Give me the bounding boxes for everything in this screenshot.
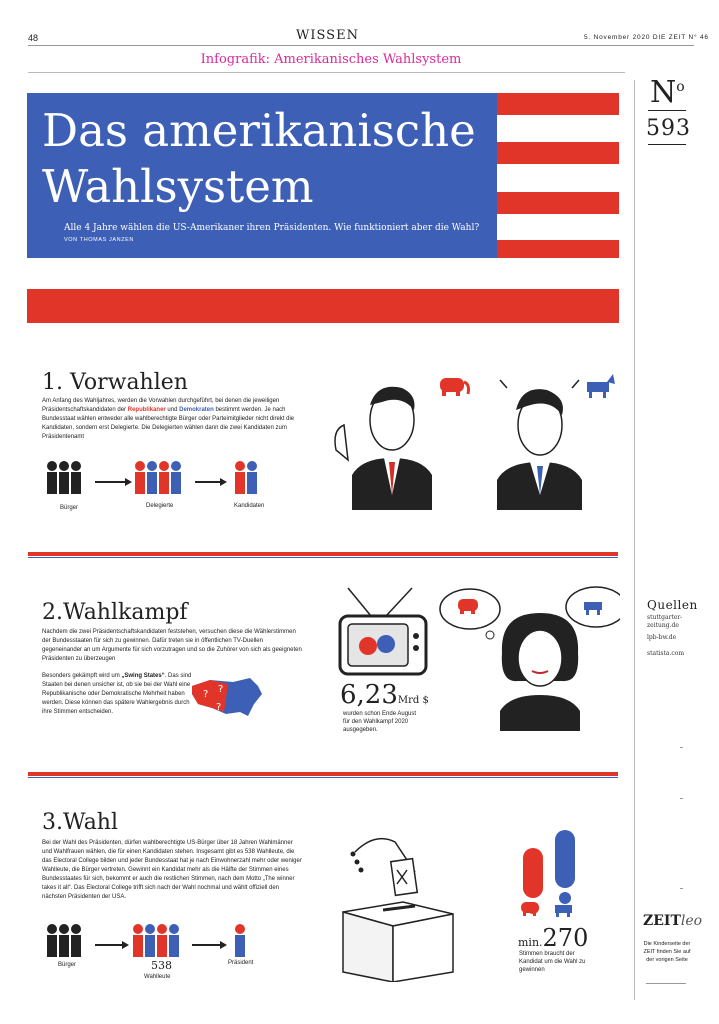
section-label: WISSEN — [296, 28, 359, 43]
section-3-title: 3.Wahl — [42, 810, 119, 835]
svg-text:?: ? — [218, 684, 224, 695]
issue-rule-bottom — [648, 144, 686, 145]
section-2-title: 2.Wahlkampf — [42, 600, 188, 625]
issue-number: 593 — [646, 116, 691, 141]
electors-count: 538 — [151, 959, 172, 972]
section-2-text: Nachdem die zwei Präsidentschaftskandidaten feststehen, versuchen diese die Wählerstimmen der Bundesstaaten für sich zu gewinnen. Dafür treten sie in öffentlichen TV-Duellen gegeneinander an um Argumente für sich vorzutragen und so die Zuhörer von sich als geeigneten Präsidenten zu überzeugen — [42, 629, 302, 662]
svg-text:?: ? — [216, 702, 222, 713]
vote-bars-illustration — [515, 828, 605, 923]
svg-text:?: ? — [203, 689, 209, 700]
sources-title: Quellen — [647, 598, 698, 612]
arrow-right-icon — [192, 941, 227, 949]
electoral-flow-diagram — [40, 923, 280, 963]
citizens-icon — [47, 461, 81, 494]
section-3-text: Bei der Wahl des Präsidenten, dürfen wahlberechtigte US-Bürger über 18 Jahren Wahlmänner und Wahlfrauen wählen, die für einen Kandidaten stehen. Insgesamt gibt es 538 Wahlleute, die das Electoral College bilden und jeder Bundesstaat hat je nach Einwohnerzahl mehr oder weniger Wahlleute, die Bürger vertreten. Gewinnt ein Kandidat mehr als die Hälfte der Stimmen eines Bundesstaates für sich, bekommt er auch die restlichen Stimmen, nach dem Motto „The winner takes it all“. Das Electoral College trifft sich nach der Wahl nochmal und wählt offiziell den nächsten Präsidenten der USA. — [42, 840, 302, 900]
subhead: Infografik: Amerikanisches Wahlsystem — [200, 52, 462, 67]
arrow-right-icon — [95, 941, 129, 949]
section-1-title: 1. Vorwahlen — [42, 370, 188, 395]
label-delegates: Delegierte — [146, 503, 174, 509]
flag-stripe — [497, 142, 619, 164]
electors-icon — [133, 924, 179, 957]
flag-stripe-wide — [27, 289, 619, 323]
republican-elephant-icon — [521, 902, 539, 916]
citizens-icon — [47, 924, 81, 957]
issue-number-label: $N^o$ — [650, 75, 685, 110]
label-president: Präsident — [228, 960, 254, 966]
spending-caption: wurden schon Ende August für den Wahlkampf 2020 ausgegeben. — [343, 711, 417, 733]
tv-debate-illustration — [336, 586, 431, 681]
label-candidates: Kandidaten — [234, 503, 265, 509]
source-link[interactable]: statista.com — [647, 650, 685, 657]
arrow-right-icon — [95, 478, 132, 486]
sidebar-tick — [680, 747, 683, 748]
president-icon — [235, 924, 245, 957]
flag-stripe — [497, 240, 619, 258]
source-link[interactable]: lpb-bw.de — [647, 634, 677, 641]
label-electors: Wahlleute — [144, 974, 171, 980]
democratic-donkey-icon — [555, 905, 572, 917]
democratic-donkey-icon — [587, 374, 615, 398]
arrow-right-icon — [195, 478, 227, 486]
section-divider — [28, 772, 618, 776]
candidates-illustration — [322, 370, 622, 515]
header-rule — [28, 45, 694, 46]
label-citizens: Bürger — [60, 505, 79, 511]
us-map-swing-states — [188, 672, 268, 722]
candidates-icon — [235, 461, 257, 494]
label-citizens: Bürger — [58, 962, 77, 968]
delegates-icon — [135, 461, 181, 494]
delegates-flow-diagram — [40, 458, 280, 503]
source-link[interactable]: stuttgarter-zeitung.de — [647, 614, 683, 629]
republican-elephant-icon — [440, 378, 469, 396]
democratic-candidate-illustration — [497, 380, 582, 510]
dateline: 5. November 2020 DIE ZEIT N° 46 — [584, 34, 709, 41]
hero-subtitle: Alle 4 Jahre wählen die US-Amerikaner ihren Präsidenten. Wie funktioniert aber die Wahl? — [64, 223, 480, 233]
sidebar-tick — [680, 888, 683, 889]
author-byline: VON THOMAS JANZEN — [64, 237, 134, 243]
arrow-left-icon — [646, 983, 686, 984]
min-votes-stat: min.270 — [518, 924, 589, 952]
section-divider — [28, 552, 618, 556]
issue-rule-top — [648, 110, 686, 111]
swing-states-text: Besonders gekämpft wird um „Swing States“. Das sind Staaten bei denen unsicher ist, ob sie bei der Wahl eine Republikanische oder Demokratische Mehrheit haben werden. Diese können das spätere Wahlergebnis durch ihre Stimmen entscheiden. — [42, 673, 192, 715]
voter-illustration — [430, 583, 620, 733]
page-number: 48 — [28, 33, 39, 43]
page-title: Das amerikanische Wahlsystem — [42, 104, 476, 213]
flag-stripe — [497, 192, 619, 214]
subhead-rule — [28, 72, 625, 73]
republican-candidate-illustration — [335, 387, 432, 510]
sidebar-tick — [680, 798, 683, 799]
section-divider-thin — [28, 557, 618, 558]
sidebar-divider — [634, 80, 635, 1000]
min-votes-caption: Stimmen braucht der Kandidat um die Wahl zu gewinnen — [519, 951, 586, 973]
section-divider-thin — [28, 777, 618, 778]
zeit-leo-logo[interactable]: ZEITleo — [643, 913, 703, 929]
spending-stat: 6,23Mrd $ — [340, 680, 429, 710]
section-1-text: Am Anfang des Wahljahres, werden die Vorwahlen durchgeführt, bei denen die jeweiligen Präsidentschaftskandidaten der Republikaner und Demokraten bestimmt werden. Je nach Bundesstaat wählen entweder alle wahlberechtigte Bürger oder Parteimitglieder nicht direkt die Kandidaten, sondern erst Delegierte. Die Delegierten wählen dann die zwei Kandidaten zum Präsidentenamt — [42, 398, 295, 440]
zeit-leo-note: Die Kinderseite der ZEIT finden Sie auf der vorigen Seite — [643, 941, 691, 963]
ballot-box-illustration — [335, 822, 455, 982]
flag-stripe — [497, 93, 619, 115]
